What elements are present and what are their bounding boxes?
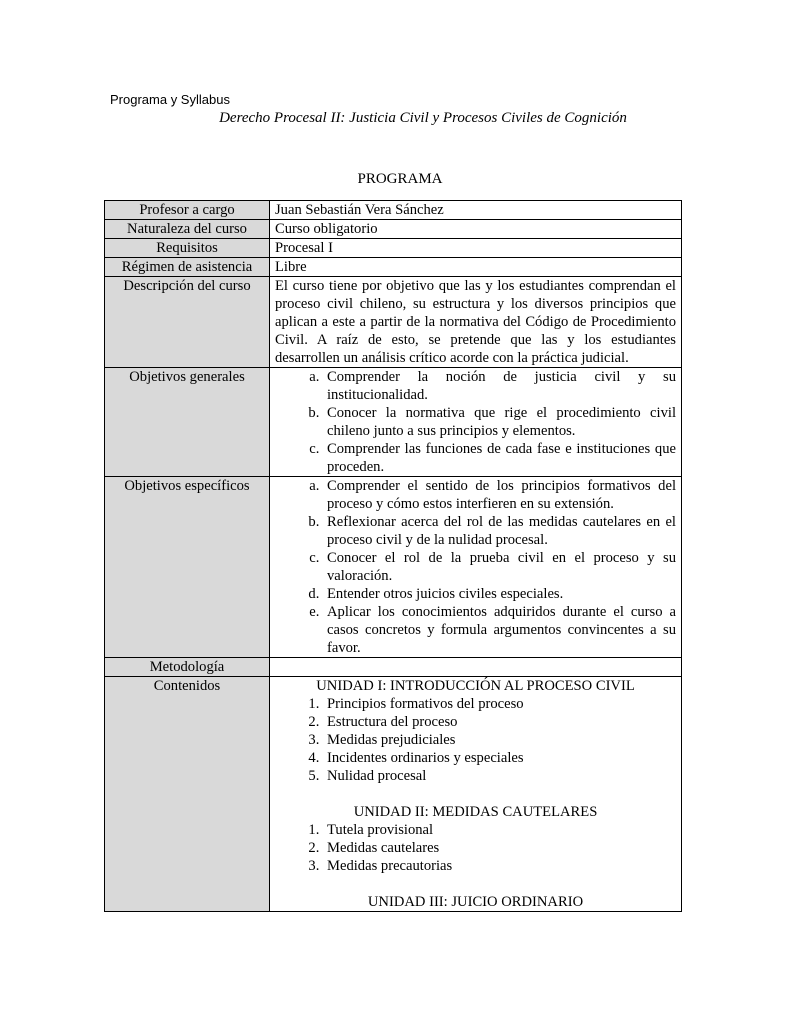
list-item: d. Entender otros juicios civiles especiales. [323,585,676,603]
syllabus-table [104,200,682,912]
list-item: 2. Medidas cautelares [323,839,676,857]
row-objetivos-generales [105,368,682,477]
unit-1-list [275,695,676,785]
list-item: e. Aplicar los conocimientos adquiridos durante el curso a casos concretos y formula argumentos convincentes a su favor. [323,603,676,657]
label-naturaleza: Naturaleza del curso [105,220,270,239]
list-item: b. Reflexionar acerca del rol de las medidas cautelares en el proceso civil y de la nulidad procesal. [323,513,676,549]
value-objetivos-generales [270,368,682,477]
value-objetivos-especificos [270,477,682,658]
objetivos-especificos-list [275,477,676,657]
row-regimen [105,258,682,277]
label-contenidos: Contenidos [105,677,270,912]
label-requisitos: Requisitos [105,239,270,258]
list-item: 4. Incidentes ordinarios y especiales [323,749,676,767]
value-metodologia [270,658,682,677]
label-regimen: Régimen de asistencia [105,258,270,277]
value-contenidos [270,677,682,912]
list-item: 3. Medidas prejudiciales [323,731,676,749]
row-profesor [105,201,682,220]
list-item: 1. Principios formativos del proceso [323,695,676,713]
list-item: 1. Tutela provisional [323,821,676,839]
unit-2-title: UNIDAD II: MEDIDAS CAUTELARES [353,804,598,820]
spacer [275,875,676,893]
list-item: a. Comprender la noción de justicia civil y su institucionalidad. [323,368,676,404]
value-regimen: Libre [270,258,682,277]
unit-3-title: UNIDAD III: JUICIO ORDINARIO [367,894,584,910]
row-descripcion [105,277,682,368]
label-objetivos-generales: Objetivos generales [105,368,270,477]
row-naturaleza [105,220,682,239]
label-descripcion: Descripción del curso [105,277,270,368]
list-item: c. Conocer el rol de la prueba civil en el proceso y su valoración. [323,549,676,585]
row-metodologia [105,658,682,677]
row-contenidos [105,677,682,912]
list-item: 3. Medidas precautorias [323,857,676,875]
value-profesor: Juan Sebastián Vera Sánchez [270,201,682,220]
running-header-label: Programa y Syllabus [110,92,230,107]
row-objetivos-especificos [105,477,682,658]
list-item: 2. Estructura del proceso [323,713,676,731]
objetivos-generales-list [275,368,676,476]
list-item: b. Conocer la normativa que rige el procedimiento civil chileno junto a sus principios y elementos. [323,404,676,440]
label-metodologia: Metodología [105,658,270,677]
value-requisitos: Procesal I [270,239,682,258]
section-title: PROGRAMA [357,171,443,187]
value-descripcion: El curso tiene por objetivo que las y los estudiantes comprendan el proceso civil chileno, su estructura y los diversos principios que aplican a este a partir de la normativa del Código de Procedimiento Civil. A raíz de esto, se pretende que las y los estudiantes desarrollen un análisis crítico acorde con la práctica judicial. [270,277,682,368]
unit-2-list [275,821,676,875]
list-item: a. Comprender el sentido de los principios formativos del proceso y cómo estos interfieren en su extensión. [323,477,676,513]
list-item: c. Comprender las funciones de cada fase e instituciones que proceden. [323,440,676,476]
list-item: 5. Nulidad procesal [323,767,676,785]
spacer [275,785,676,803]
course-title: Derecho Procesal II: Justicia Civil y Procesos Civiles de Cognición [219,110,627,126]
label-objetivos-especificos: Objetivos específicos [105,477,270,658]
unit-1-title: UNIDAD I: INTRODUCCIÓN AL PROCESO CIVIL [316,678,635,694]
value-naturaleza: Curso obligatorio [270,220,682,239]
row-requisitos [105,239,682,258]
label-profesor: Profesor a cargo [105,201,270,220]
